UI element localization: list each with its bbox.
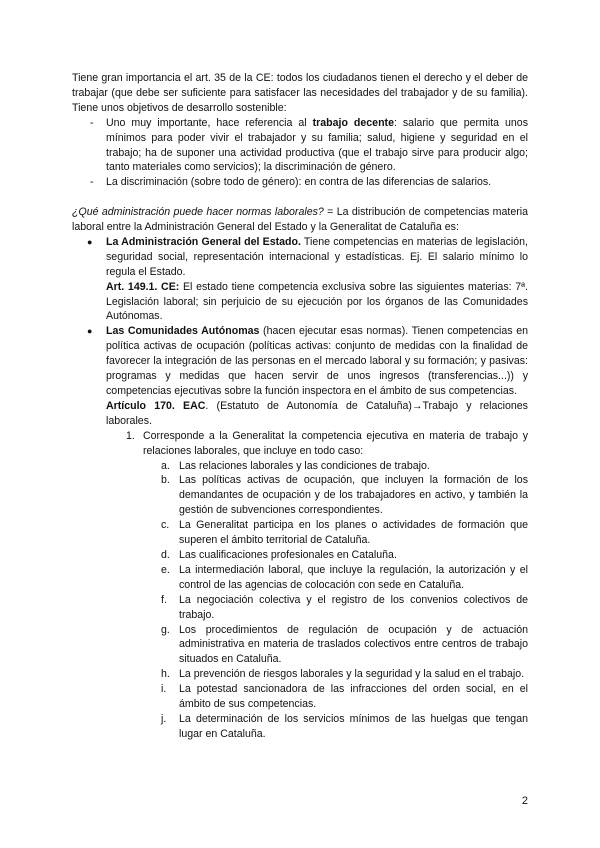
list-item: j. La determinación de los servicios mínimos de las huelgas que tengan lugar en Cataluña.	[161, 712, 528, 740]
page-content	[72, 71, 528, 742]
list-item: d. Las cualificaciones profesionales en Cataluña.	[161, 548, 397, 561]
list-item: b. Las políticas activas de ocupación, que incluyen la formación de los demandantes de ocupación y de los trabajadores en activo, y también la gestión de subvenciones correspondientes.	[161, 474, 528, 517]
question-text: ¿Qué administración puede hacer normas laborales?	[72, 206, 324, 219]
bullet-item-ccaa: ● Las Comunidades Autónomas (hacen ejecutar esas normas). Tienen competencias en política activas de ocupación (políticas activas: conjunto de medidas con la finalidad de favorecer la integración de las personas en el mercado laboral y su formación; y pasivas: programas y medidas que hacen servir de unos ingresos (transferencias...)) y competencias ejecutivas sobre la función inspectora en el ámbito de sus competencias. Artículo 170. EAC. (Estatuto de Autonomía de Cataluña)→Trabajo y relaciones laborales. 1. Corresponde a la Generalitat la competencia ejecutiva en materia de trabajo y relaciones laborales, que incluye en todo caso: a. Las relaciones laborales y las condiciones de trabajo. b. Las políticas activas de ocupación, que incluyen la formación de los demandantes de ocupación y de los trabajadores en activo, y también la gestión de subvenciones correspondientes. c. La Generalitat participa en los planes o actividades de formación que superen el ámbito territorial de Cataluña. d. Las cualificaciones profesionales en Cataluña. e. La intermediación laboral, que incluye la regulación, la autorización y el control de las agencias de colocación con sede en Cataluña. f. La negociación colectiva y el registro de los convenios colectivos de trabajo. g. Los procedimientos de regulación de ocupación y de actuación administrativa en materia de traslados colectivos entre centros de trabajo situados en Cataluña. h. La prevención de riesgos laborales y la seguridad y la salud en el trabajo. i. La potestad sancionadora de las infracciones del orden social, en el ámbito de sus competencias. j. La determinación de los servicios mínimos de las huelgas que tengan lugar en Cataluña.	[72, 324, 528, 741]
list-item: - La discriminación (sobre todo de género): en contra de las diferencias de salarios.	[72, 175, 528, 190]
bold-term: trabajo decente	[312, 116, 394, 129]
estado-heading: La Administración General del Estado.	[106, 235, 301, 248]
list-item: a. Las relaciones laborales y las condiciones de trabajo.	[161, 459, 430, 472]
objectives-list	[72, 116, 528, 191]
numbered-list	[106, 429, 528, 742]
article-ref: Artículo 170. EAC	[106, 399, 206, 412]
list-item: i. La potestad sancionadora de las infracciones del orden social, en el ámbito de sus competencias.	[161, 683, 528, 711]
article-ref: Art. 149.1. CE:	[106, 280, 180, 293]
list-item: - Uno muy importante, hace referencia al trabajo decente: salario que permita unos mínimos para poder vivir el trabajador y su familia; salud, higiene y seguridad en el trabajo; ha de suponer una actividad productiva (que el trabajo sirve para producir algo; tanto materiales como servicios); la discriminación de género.	[72, 116, 528, 176]
list-item: c. La Generalitat participa en los planes o actividades de formación que superen el ámbito territorial de Cataluña.	[161, 519, 528, 547]
list-item: f. La negociación colectiva y el registro de los convenios colectivos de trabajo.	[161, 593, 528, 621]
numbered-item: 1. Corresponde a la Generalitat la competencia ejecutiva en materia de trabajo y relaciones laborales, que incluye en todo caso: a. Las relaciones laborales y las condiciones de trabajo. b. Las políticas activas de ocupación, que incluyen la formación de los demandantes de ocupación y de los trabajadores en activo, y también la gestión de subvenciones correspondientes. c. La Generalitat participa en los planes o actividades de formación que superen el ámbito territorial de Cataluña. d. Las cualificaciones profesionales en Cataluña. e. La intermediación laboral, que incluye la regulación, la autorización y el control de las agencias de colocación con sede en Cataluña. f. La negociación colectiva y el registro de los convenios colectivos de trabajo. g. Los procedimientos de regulación de ocupación y de actuación administrativa en materia de traslados colectivos entre centros de trabajo situados en Cataluña. h. La prevención de riesgos laborales y la seguridad y la salud en el trabajo. i. La potestad sancionadora de las infracciones del orden social, en el ámbito de sus competencias. j. La determinación de los servicios mínimos de las huelgas que tengan lugar en Cataluña.	[126, 429, 528, 740]
bullet-item-estado: ● La Administración General del Estado. Tiene competencias en materias de legislación, seguridad social, representación internacional y estadísticas. Ej. El salario mínimo lo regula el Estado. Art. 149.1. CE: El estado tiene competencia exclusiva sobre las siguientes materias: 7ª. Legislación laboral; sin perjuicio de su ejecución por los órganos de las Comunidades Autónomas.	[72, 235, 528, 324]
list-item: e. La intermediación laboral, que incluye la regulación, la autorización y el control de las agencias de colocación con sede en Cataluña.	[161, 563, 528, 591]
intro-paragraph: Tiene gran importancia el art. 35 de la CE: todos los ciudadanos tienen el derecho y el deber de trabajar (que debe ser suficiente para satisfacer las necesidades del trabajador y de su familia). Tiene unos objetivos de desarrollo sostenible:	[72, 72, 528, 114]
list-item: g. Los procedimientos de regulación de ocupación y de actuación administrativa en materia de traslados colectivos entre centros de trabajo situados en Cataluña.	[161, 623, 528, 666]
competencies-list	[72, 235, 528, 742]
question-paragraph: ¿Qué administración puede hacer normas laborales? = La distribución de competencias materia laboral entre la Administración General del Estado y la Generalitat de Cataluña es:	[72, 206, 528, 234]
spacer	[72, 190, 528, 205]
ccaa-heading: Las Comunidades Autónomas	[106, 325, 260, 338]
page-number: 2	[521, 795, 528, 807]
list-item: h. La prevención de riesgos laborales y la seguridad y la salud en el trabajo.	[161, 668, 525, 681]
alpha-list	[143, 459, 528, 742]
